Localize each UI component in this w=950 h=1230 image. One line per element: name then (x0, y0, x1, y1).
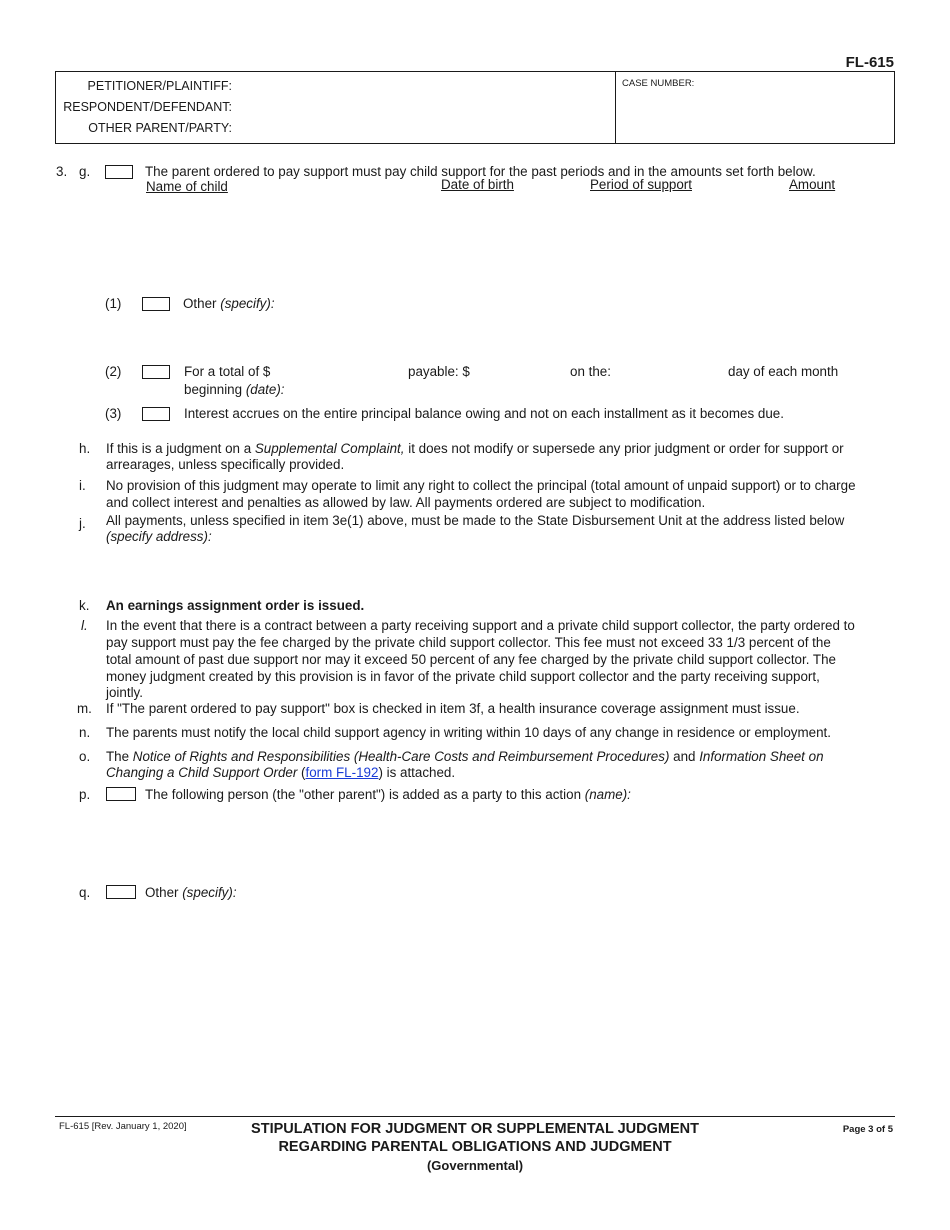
item-p-checkbox[interactable] (106, 787, 136, 801)
sub-1-specify: (specify): (220, 296, 275, 311)
footer-rule (55, 1116, 895, 1117)
item-i-line1: No provision of this judgment may operate to limit any right to collect the principal (total amount of unpaid support) or to charge (106, 478, 856, 493)
item-m-letter: m. (77, 701, 92, 716)
sub-3-checkbox[interactable] (142, 407, 170, 421)
case-number-label: CASE NUMBER: (622, 78, 695, 89)
footer-title-line3: (Governmental) (426, 1158, 524, 1173)
footer-title-line2: REGARDING PARENTAL OBLIGATIONS AND JUDGMENT (278, 1139, 672, 1155)
item-l-line1: In the event that there is a contract between a party receiving support and a private child support collector, the party ordered to (106, 618, 855, 633)
item-j-letter: j. (79, 516, 86, 531)
item-p-text (145, 786, 631, 803)
sub-1-label (183, 295, 275, 312)
caption-divider (615, 72, 616, 143)
item-p-letter: p. (79, 787, 91, 802)
item-q-checkbox[interactable] (106, 885, 136, 899)
item-p-label: The following person (the "other parent") is added as a party to this action (145, 787, 585, 802)
footer-page-number: Page 3 of 5 (842, 1124, 893, 1135)
form-fl-192-link[interactable]: form FL-192 (305, 765, 379, 780)
sub-2-checkbox[interactable] (142, 365, 170, 379)
sub-1-checkbox[interactable] (142, 297, 170, 311)
item-n-text: The parents must notify the local child support agency in writing within 10 days of any change in residence or employment. (106, 725, 831, 740)
item-3g-text: The parent ordered to pay support must pay child support for the past periods and in the amounts set forth below. (145, 164, 816, 179)
other-parent-label: OTHER PARENT/PARTY: (88, 121, 232, 135)
respondent-label: RESPONDENT/DEFENDANT: (63, 100, 232, 114)
sub-2-total: For a total of $ (184, 364, 271, 379)
form-number: FL-615 (845, 54, 894, 71)
item-l-letter: l. (81, 618, 88, 633)
item-i-line2: and collect interest and penalties as allowed by law. All payments ordered are subject to modification. (106, 495, 706, 510)
item-p-name: (name): (584, 787, 631, 802)
item-l-line4: money judgment created by this provision is in favor of the private child support collector and the party receiving support, (106, 669, 820, 684)
item-l-line5: jointly. (106, 685, 143, 700)
item-j-line2: (specify address): (106, 529, 212, 544)
item-h-b: Supplemental Complaint, (254, 441, 405, 456)
item-o-f: ( (297, 765, 306, 780)
sub-2-payable: payable: $ (408, 364, 470, 379)
item-m-text: If "The parent ordered to pay support" box is checked in item 3f, a health insurance coverage assignment must issue. (106, 701, 800, 716)
item-o-g: ) is attached. (378, 765, 456, 780)
sub-3-text: Interest accrues on the entire principal balance owing and not on each installment as it becomes due. (184, 406, 784, 421)
item-h-letter: h. (79, 441, 91, 456)
sub-2-beginning-text: beginning (184, 382, 243, 397)
sub-2-number: (2) (105, 364, 122, 379)
sub-2-date: (date): (245, 382, 285, 397)
item-number: 3. (56, 164, 68, 179)
sub-2-beginning (184, 381, 285, 398)
item-h-a: If this is a judgment on a (106, 441, 255, 456)
item-o-line1 (106, 748, 824, 765)
col-period-of-support: Period of support (590, 177, 692, 192)
footer-title-line1: STIPULATION FOR JUDGMENT OR SUPPLEMENTAL JUDGMENT (251, 1121, 699, 1137)
item-q-letter: q. (79, 885, 91, 900)
sub-3-number: (3) (105, 406, 122, 421)
sub-1-text: Other (183, 296, 217, 311)
sub-2-day: day of each month (728, 364, 839, 379)
item-o-notice: Notice of Rights and Responsibilities (Health-Care Costs and Reimbursement Procedures) (132, 749, 670, 764)
item-n-letter: n. (79, 725, 91, 740)
item-k-text: An earnings assignment order is issued. (106, 598, 365, 613)
item-q-label: Other (145, 885, 183, 900)
col-date-of-birth: Date of birth (441, 177, 514, 192)
item-h-c: it does not modify or supersede any prior judgment or order for support or (404, 441, 844, 456)
col-name-of-child: Name of child (146, 179, 228, 194)
item-h-line2: arrearages, unless specifically provided. (106, 457, 345, 472)
item-i-letter: i. (79, 478, 86, 493)
item-l-line3: total amount of past due support nor may it exceed 50 percent of any fee charged by the private child support collector. The (106, 652, 836, 667)
footer-revision: FL-615 [Rev. January 1, 2020] (59, 1121, 187, 1132)
item-3g-letter: g. (79, 164, 91, 179)
item-j-line1: All payments, unless specified in item 3e(1) above, must be made to the State Disbursement Unit at the address listed below (106, 513, 845, 528)
item-h-line1 (106, 440, 844, 457)
item-o-line2 (106, 764, 455, 781)
item-3g-checkbox[interactable] (105, 165, 133, 179)
item-k-letter: k. (79, 598, 90, 613)
item-o-a: The (106, 749, 133, 764)
sub-1-number: (1) (105, 296, 122, 311)
col-amount: Amount (789, 177, 836, 192)
item-o-info-sheet: Information Sheet on (699, 749, 824, 764)
item-o-changing: Changing a Child Support Order (106, 765, 298, 780)
item-l-line2: pay support must pay the fee charged by the private child support collector. This fee must not exceed 33 1/3 percent of the (106, 635, 831, 650)
sub-2-on-the: on the: (570, 364, 611, 379)
petitioner-label: PETITIONER/PLAINTIFF: (87, 79, 232, 93)
item-o-c: and (669, 749, 700, 764)
item-q-specify: (specify): (182, 885, 237, 900)
item-q-text (145, 884, 237, 901)
item-o-letter: o. (79, 749, 91, 764)
caption-box (55, 71, 895, 144)
